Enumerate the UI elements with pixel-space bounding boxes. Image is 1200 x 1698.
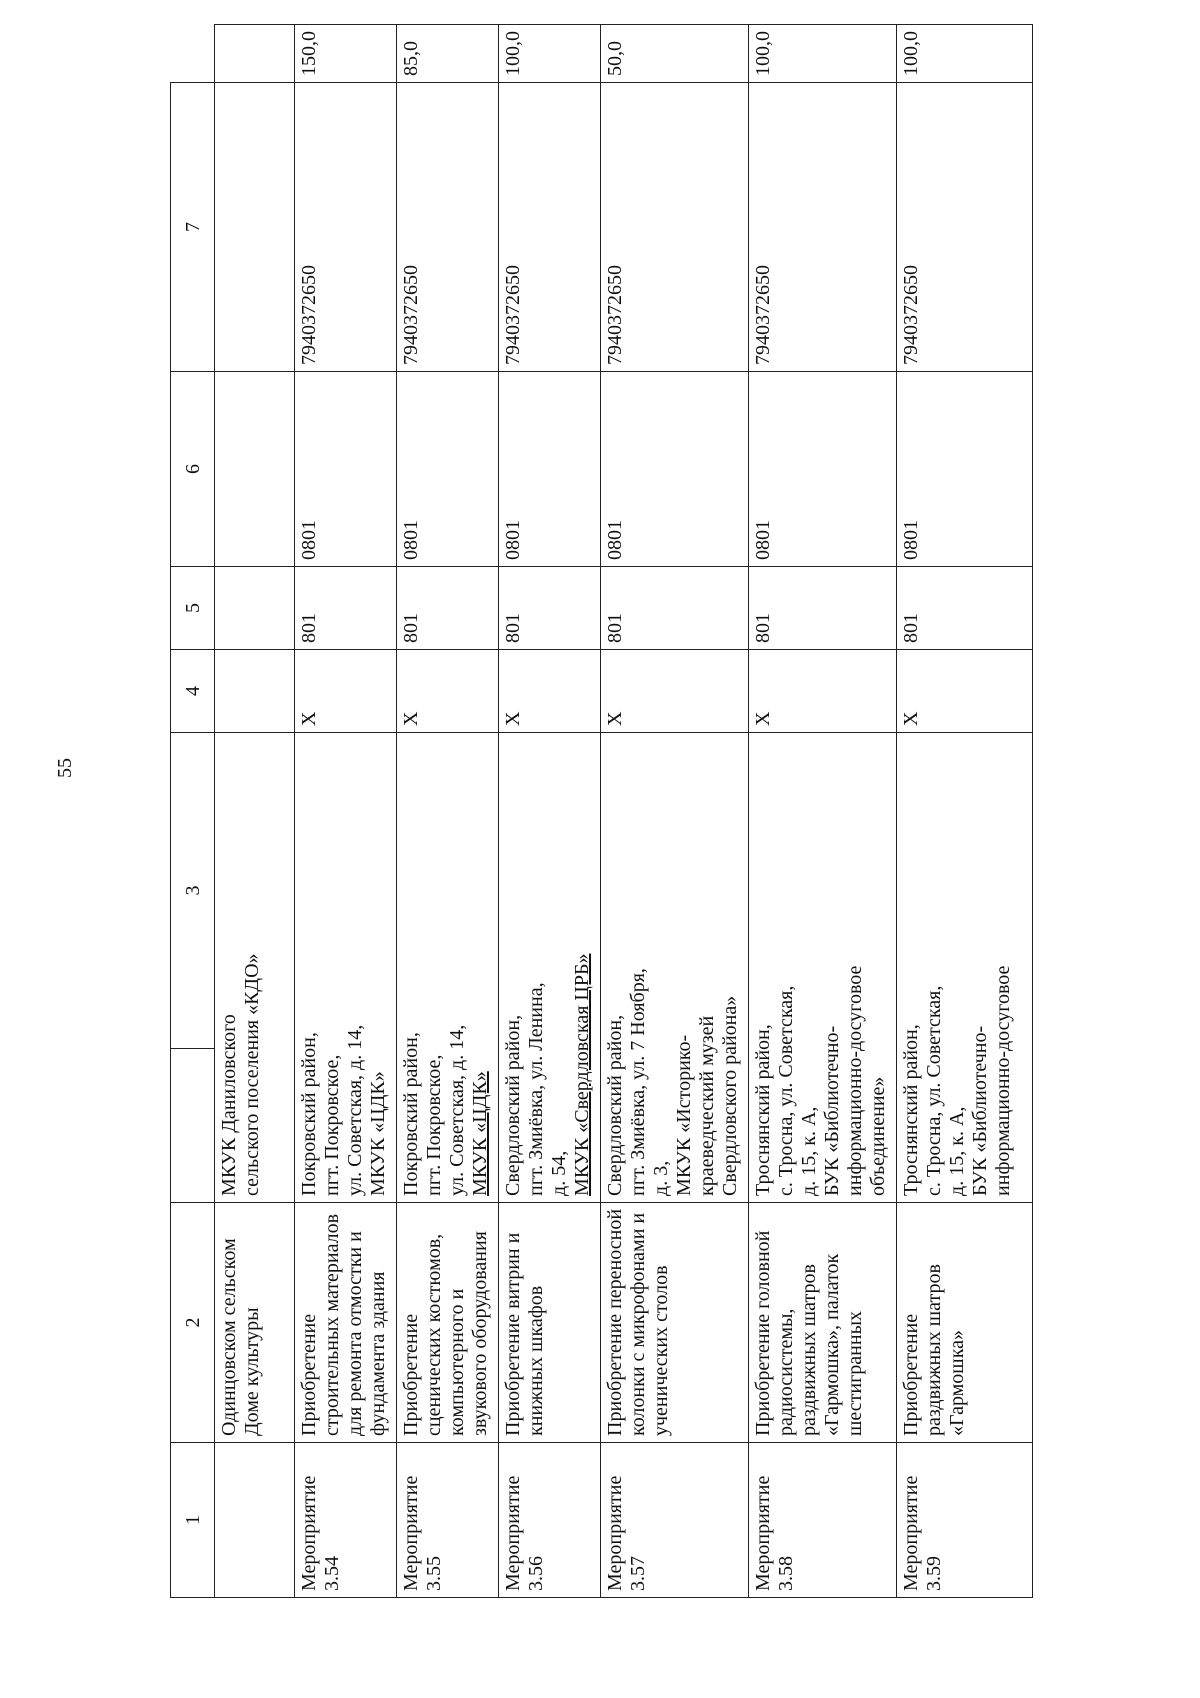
col3-cell xyxy=(897,649,1033,732)
col4-value: 801 xyxy=(298,612,320,643)
col5-value: 0801 xyxy=(400,519,422,560)
col7-cell xyxy=(897,24,1033,82)
col6-cell xyxy=(397,82,499,371)
col3-cell xyxy=(601,649,749,732)
recipient-line: Покровский район, xyxy=(298,1032,320,1196)
description-line: фундамента здания xyxy=(367,1271,389,1436)
recipient-line: ул. Советская, д. 14, xyxy=(446,1024,468,1196)
description-line: книжных шкафов xyxy=(525,1285,547,1436)
event-cell xyxy=(749,1443,897,1598)
col7-value: 85,0 xyxy=(400,40,422,76)
event-line: 3.54 xyxy=(321,1556,343,1591)
description-line: «Гармошка», палаток xyxy=(821,1253,843,1436)
header-cell: 5 xyxy=(171,566,215,649)
event-cell xyxy=(295,1443,397,1598)
description-cell xyxy=(897,1202,1033,1442)
event-cell xyxy=(215,1443,295,1598)
col4-value: 801 xyxy=(900,612,922,643)
recipient-cell xyxy=(295,732,397,1202)
event-line: 3.59 xyxy=(923,1556,945,1591)
col3-value: Х xyxy=(752,711,774,726)
col6-cell xyxy=(897,82,1033,371)
description-cell xyxy=(397,1202,499,1442)
description-line: компьютерного и xyxy=(446,1288,468,1436)
col6-cell xyxy=(749,82,897,371)
col3-value: Х xyxy=(502,711,524,726)
col5-value: 0801 xyxy=(502,519,524,560)
col7-value: 100,0 xyxy=(900,30,922,76)
col4-value: 801 xyxy=(400,612,422,643)
recipient-line: пгт. Покровское, xyxy=(423,1054,445,1196)
recipient-line: Троснянский район, xyxy=(900,1024,922,1196)
recipient-cell xyxy=(215,732,295,1202)
recipient-line: Троснянский район, xyxy=(752,1024,774,1196)
col7-value: 100,0 xyxy=(752,30,774,76)
col4-value: 801 xyxy=(502,612,524,643)
recipient-line: с. Тросна, ул. Советская, xyxy=(923,985,945,1196)
col5-cell xyxy=(295,371,397,566)
event-cell xyxy=(499,1443,601,1598)
col7-value: 50,0 xyxy=(604,40,626,76)
event-line: 3.56 xyxy=(525,1556,547,1591)
col5-value: 0801 xyxy=(752,519,774,560)
header-cell: 2 xyxy=(171,1202,215,1442)
recipient-line: БУК «Библиотечно- xyxy=(821,1025,843,1196)
col5-value: 0801 xyxy=(298,519,320,560)
recipient-line: д. 15, к. А, xyxy=(946,1106,968,1196)
col6-value: 7940372650 xyxy=(604,264,626,365)
col3-cell xyxy=(397,649,499,732)
col3-cell xyxy=(749,649,897,732)
table-row xyxy=(601,24,749,1597)
description-cell xyxy=(749,1202,897,1442)
description-line: Приобретение xyxy=(298,1313,320,1436)
col7-cell xyxy=(601,24,749,82)
col4-cell xyxy=(749,566,897,649)
col5-cell xyxy=(499,371,601,566)
empty-cell xyxy=(215,566,295,649)
description-line: звукового оборудования xyxy=(469,1231,491,1436)
recipient-line: пгт. Змиёвка, ул. Ленина, xyxy=(525,982,547,1196)
description-line: шестигранных xyxy=(844,1310,866,1436)
recipient-line: МКУК «ЦДК» xyxy=(367,1071,389,1196)
recipient-cell xyxy=(601,732,749,1202)
col6-cell xyxy=(601,82,749,371)
table-row xyxy=(215,24,295,1597)
recipient-line: объединение» xyxy=(867,1076,889,1196)
recipient-line: с. Тросна, ул. Советская, xyxy=(775,985,797,1196)
col4-cell xyxy=(397,566,499,649)
description-line: радиосистемы, xyxy=(775,1308,797,1436)
col4-cell xyxy=(601,566,749,649)
event-line: Мероприятие xyxy=(752,1475,774,1591)
recipient-line: д. 3, xyxy=(650,1160,672,1196)
col3-cell xyxy=(295,649,397,732)
table-row xyxy=(499,24,601,1597)
table-row xyxy=(897,24,1033,1597)
col5-cell xyxy=(897,371,1033,566)
col5-cell xyxy=(397,371,499,566)
col7-cell xyxy=(499,24,601,82)
description-line: колонки с микрофонами и xyxy=(627,1212,649,1436)
col6-value: 7940372650 xyxy=(900,264,922,365)
description-cell xyxy=(601,1202,749,1442)
recipient-cell xyxy=(897,732,1033,1202)
recipient-line: МКУК «Историко- xyxy=(673,1034,695,1196)
col5-value: 0801 xyxy=(604,519,626,560)
empty-cell xyxy=(215,649,295,732)
recipient-line: информационно-досуговое xyxy=(844,965,866,1196)
col6-cell xyxy=(295,82,397,371)
col7-cell xyxy=(749,24,897,82)
recipient-line: Свердловский район, xyxy=(604,1014,626,1196)
col5-value: 0801 xyxy=(900,519,922,560)
description-line: Приобретение головной xyxy=(752,1230,774,1436)
empty-cell xyxy=(215,371,295,566)
col4-value: 801 xyxy=(604,612,626,643)
col3-value: Х xyxy=(400,711,422,726)
col4-cell xyxy=(295,566,397,649)
event-line: Мероприятие xyxy=(400,1475,422,1591)
table-row xyxy=(397,24,499,1597)
recipient-line: Покровский район, xyxy=(400,1032,422,1196)
recipient-line: МКУК Даниловского xyxy=(218,1014,240,1196)
event-line: Мероприятие xyxy=(900,1475,922,1591)
header-cell: 3 xyxy=(171,732,215,1048)
col3-value: Х xyxy=(604,711,626,726)
col7-value: 100,0 xyxy=(502,30,524,76)
col5-cell xyxy=(601,371,749,566)
event-line: Мероприятие xyxy=(298,1475,320,1591)
col4-cell xyxy=(499,566,601,649)
col6-value: 7940372650 xyxy=(400,264,422,365)
recipient-line: БУК «Библиотечно- xyxy=(969,1025,991,1196)
description-line: ученических столов xyxy=(650,1265,672,1436)
col3-value: Х xyxy=(900,711,922,726)
event-line: 3.57 xyxy=(627,1556,649,1591)
col7-value: 150,0 xyxy=(298,30,320,76)
col3-value: Х xyxy=(298,711,320,726)
recipient-cell xyxy=(397,732,499,1202)
description-cell xyxy=(499,1202,601,1442)
col7-cell xyxy=(295,24,397,82)
table-row xyxy=(749,24,897,1597)
page-number: 55 xyxy=(54,758,76,778)
empty-cell xyxy=(215,82,295,371)
description-line: для ремонта отмостки и xyxy=(344,1231,366,1436)
description-line: Приобретение витрин и xyxy=(502,1232,524,1436)
recipient-line: МКУК «Свердловская ЦРБ» xyxy=(571,953,593,1196)
col4-cell xyxy=(897,566,1033,649)
recipient-line: информационно-досуговое xyxy=(992,965,1014,1196)
recipient-line: сельского поселения «КДО» xyxy=(241,953,263,1196)
recipient-line: ул. Советская, д. 14, xyxy=(344,1024,366,1196)
col7-cell xyxy=(397,24,499,82)
recipient-cell xyxy=(499,732,601,1202)
recipient-line: краеведческий музей xyxy=(696,1015,718,1196)
program-table xyxy=(170,24,1033,1598)
recipient-line: МКУК «ЦДК» xyxy=(469,1071,491,1196)
event-line: Мероприятие xyxy=(502,1475,524,1591)
description-line: «Гармошка» xyxy=(946,1330,968,1436)
col6-cell xyxy=(499,82,601,371)
col3-cell xyxy=(499,649,601,732)
event-line: Мероприятие xyxy=(604,1475,626,1591)
event-cell xyxy=(897,1443,1033,1598)
col6-value: 7940372650 xyxy=(502,264,524,365)
description-cell xyxy=(295,1202,397,1442)
description-line: сценических костюмов, xyxy=(423,1233,445,1436)
event-line: 3.55 xyxy=(423,1556,445,1591)
description-line: Приобретение переносной xyxy=(604,1208,626,1436)
table-body xyxy=(171,24,1033,1597)
description-line: раздвижных шатров xyxy=(923,1264,945,1436)
event-line: 3.58 xyxy=(775,1556,797,1591)
empty-cell xyxy=(215,24,295,82)
header-cell: 6 xyxy=(171,371,215,566)
header-cell: 1 xyxy=(171,1443,215,1598)
event-cell xyxy=(601,1443,749,1598)
header-cell xyxy=(171,1048,215,1202)
header-cell: 7 xyxy=(171,82,215,371)
description-line: Доме культуры xyxy=(241,1307,263,1436)
recipient-line: д. 15, к. А, xyxy=(798,1106,820,1196)
header-cell: 4 xyxy=(171,649,215,732)
description-line: Приобретение xyxy=(400,1313,422,1436)
description-line: Приобретение xyxy=(900,1313,922,1436)
recipient-line: Свердловского района» xyxy=(719,995,741,1196)
col4-value: 801 xyxy=(752,612,774,643)
header-row xyxy=(171,24,215,1597)
recipient-line: пгт. Покровское, xyxy=(321,1054,343,1196)
description-line: строительных материалов xyxy=(321,1213,343,1436)
description-line: раздвижных шатров xyxy=(798,1264,820,1436)
recipient-line: д. 54, xyxy=(548,1150,570,1196)
recipient-line: пгт. Змиёвка, ул. 7 Ноября, xyxy=(627,968,649,1196)
col5-cell xyxy=(749,371,897,566)
recipient-cell xyxy=(749,732,897,1202)
recipient-line: Свердловский район, xyxy=(502,1014,524,1196)
description-cell xyxy=(215,1202,295,1442)
description-line: Одинцовском сельском xyxy=(218,1238,240,1436)
event-cell xyxy=(397,1443,499,1598)
col6-value: 7940372650 xyxy=(752,264,774,365)
col6-value: 7940372650 xyxy=(298,264,320,365)
table-row xyxy=(295,24,397,1597)
